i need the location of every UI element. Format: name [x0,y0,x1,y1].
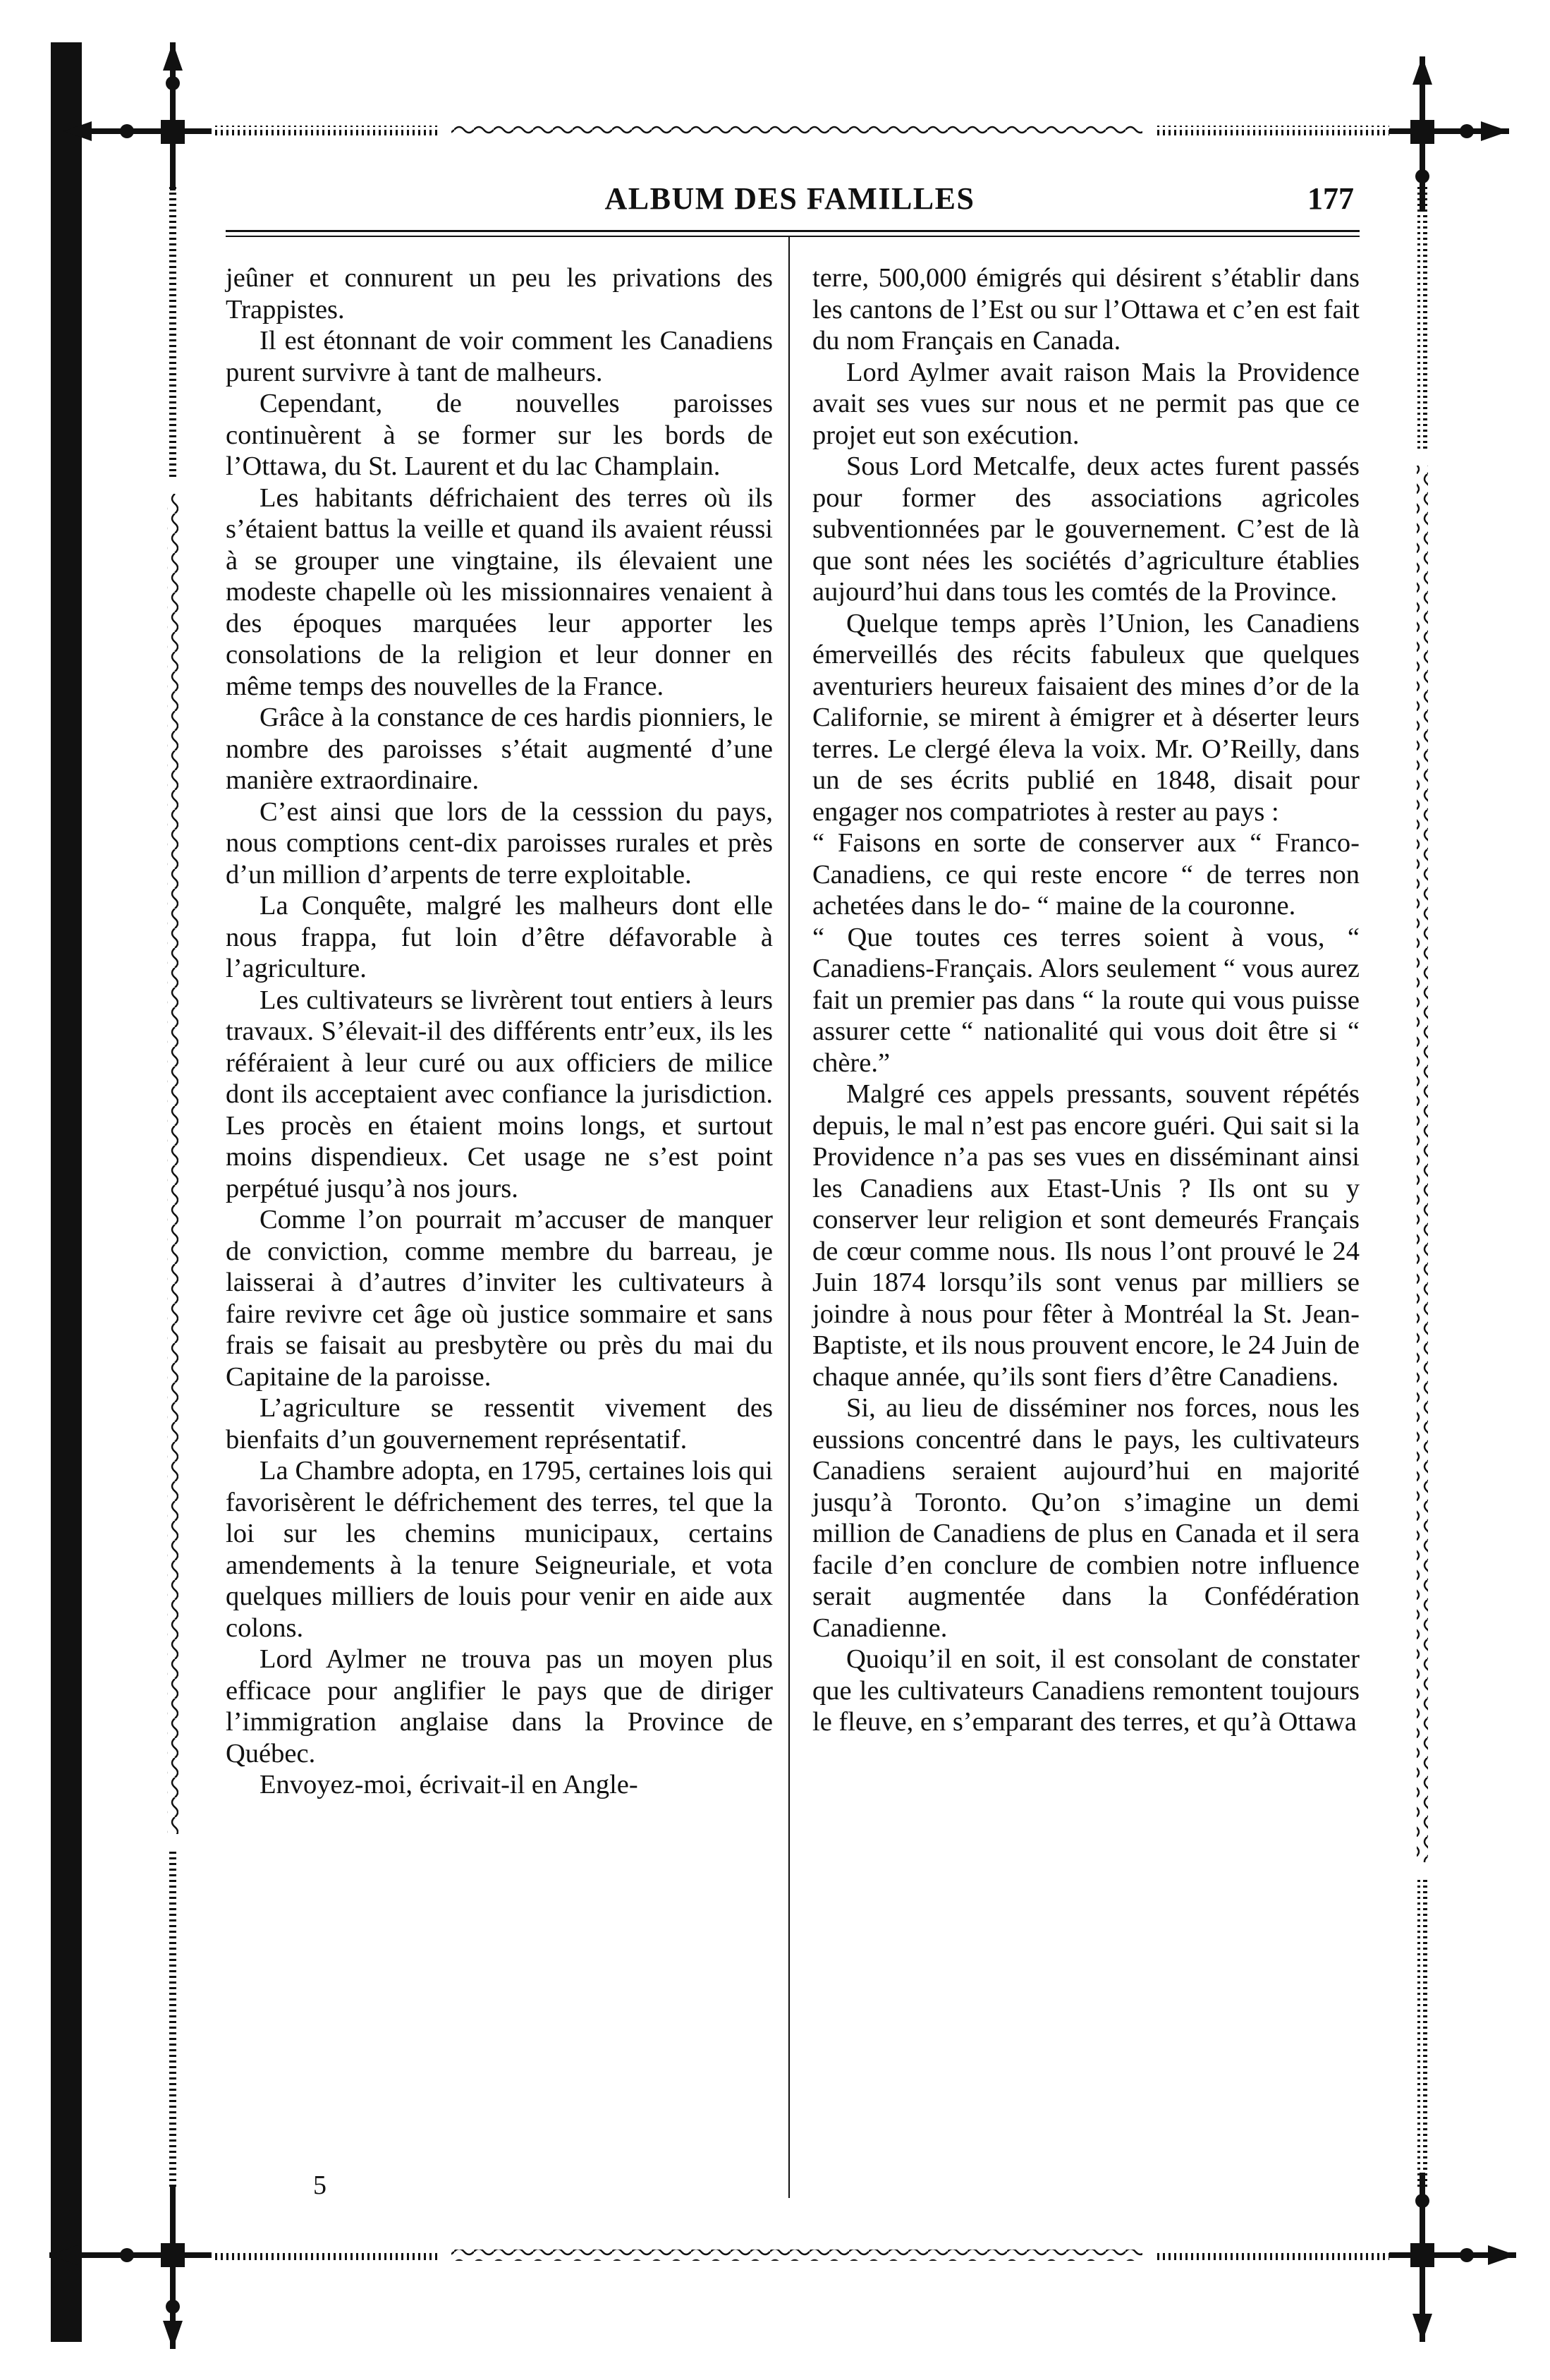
paragraph: Malgré ces appels pressants, souvent répétés depuis, le mal n’est pas encore guéri. Qui sait si la Providence n’a pas ses vues en disséminant ainsi les Canadiens aux Etast-Unis ? Ils ont su y conserver leur religion et sont demeurés Français de cœur comme nous. Ils nous l’ont prouvé le 24 Juin 1874 lorsqu’ils sont venus par milliers se joindre à nous pour fêter à Montréal la St. Jean-Baptiste, et ils nous prouvent encore, le 24 Juin de chaque année, qu’ils sont fiers d’être Canadiens. [812,1079,1360,1392]
left-border [167,183,178,2187]
paragraph: jeûner et connurent un peu les privations des Trappistes. [226,263,773,324]
corner-ornament-top-right [1389,56,1509,212]
right-column [812,262,1360,1738]
header-rule [226,230,1360,232]
left-column [226,262,773,1801]
paragraph: Quoiqu’il en soit, il est consolant de constater que les cultivateurs Canadiens remontent toujours le fleuve, en s’emparant des terres, et qu’à Ottawa [812,1644,1360,1737]
paragraph: Il est étonnant de voir comment les Canadiens purent survivre à tant de malheurs. [226,326,773,387]
quoted-paragraph: “ Faisons en sorte de conserver aux “ Franco-Canadiens, ce qui reste encore “ de terres non achetées dans le do- “ maine de la couronne. [812,828,1360,921]
right-border [1417,183,1428,2187]
paragraph: La Chambre adopta, en 1795, certaines lois qui favorisèrent le défrichement des terres, tel que la loi sur les chemins municipaux, certains amendements à la tenure Seigneuriale, et vota quelques milliers de louis pour venir en aide aux colons. [226,1456,773,1643]
paragraph: Lord Aylmer avait raison Mais la Providence avait ses vues sur nous et ne permit pas que ce projet eut son exécution. [812,357,1360,450]
paragraph: Si, au lieu de disséminer nos forces, nous les eussions concentré dans le pays, les cultivateurs Canadiens seraient aujourd’hui en majorité jusqu’à Toronto. Qu’on s’imagine un demi million de Canadiens de plus en Canada et il sera facile d’en conclure de combien notre influence serait augmentée dans la Confédération Canadienne. [812,1393,1360,1643]
paragraph: Quelque temps après l’Union, les Canadiens émerveillés des récits fabuleux que quelques aventuriers heureux faisaient des mines d’or de la Californie, se mirent à émigrer et à déserter leurs terres. Le clergé éleva la voix. Mr. O’Reilly, dans un de ses écrits publié en 1848, disait pour engager nos compatriotes à rester au pays : [812,608,1360,827]
signature-mark: 5 [313,2170,327,2200]
paragraph: Sous Lord Metcalfe, deux actes furent passés pour former des associations agricoles subventionnées par le gouvernement. C’est de là que sont nées les sociétés d’agriculture établies aujourd’hui dans tous les comtés de la Province. [812,451,1360,607]
paragraph: Cependant, de nouvelles paroisses continuèrent à se former sur les bords de l’Ottawa, du St. Laurent et du lac Champlain. [226,389,773,481]
quoted-paragraph: “ Que toutes ces terres soient à vous, “ Canadiens-Français. Alors seulement “ vous aurez fait un premier pas dans “ la route qui vous puisse assurer cette “ nationalité qui vous doit être si “ chère.” [812,922,1360,1078]
corner-ornament-bottom-right [1389,2173,1516,2342]
paragraph: Comme l’on pourrait m’accuser de manquer de conviction, comme membre du barreau, je laisserai à d’autres d’inviter les cultivateurs à faire revivre cet âge où justice sommaire et sans frais se faisait au presbytère ou près du mai du Capitaine de la paroisse. [226,1205,773,1392]
corner-ornament-bottom-left [49,2187,212,2349]
paragraph: Les cultivateurs se livrèrent tout entiers à leurs travaux. S’élevait-il des différents entr’eux, ils les référaient à leur curé ou aux officiers de milice dont ils acceptaient avec confiance la jurisdiction. Les procès en étaient moins longs, et surtout moins dispendieux. Cet usage ne s’est point perpétué jusqu’à nos jours. [226,985,773,1203]
top-border [212,125,1389,136]
corner-ornament-top-left [63,42,212,190]
page-header [226,181,1354,223]
paragraph: La Conquête, malgré les malheurs dont elle nous frappa, fut loin d’être défavorable à l’agriculture. [226,891,773,983]
running-title: ALBUM DES FAMILLES [604,181,975,216]
paragraph: C’est ainsi que lors de la cesssion du pays, nous comptions cent-dix paroisses rurales et près d’un million d’arpents de terre exploitable. [226,796,773,890]
column-divider [788,237,790,2198]
paragraph: L’agriculture se ressentit vivement des bienfaits d’un gouvernement représentatif. [226,1393,773,1455]
paragraph: Les habitants défrichaient des terres où ils s’étaient battus la veille et quand ils avaient réussi à se grouper une vingtaine, ils élevaient une modeste chapelle où les missionnaires venaient à des époques marquées leur apporter les consolations de la religion et leur donner en même temps des nouvelles de la France. [226,482,773,701]
header-rule-secondary [226,236,1360,237]
paragraph: Grâce à la constance de ces hardis pionniers, le nombre des paroisses s’était augmenté d’une manière extraordinaire. [226,703,773,795]
page-number: 177 [1307,181,1354,216]
paragraph: Lord Aylmer ne trouva pas un moyen plus efficace pour anglifier le pays que de diriger l’immigration anglaise dans la Province de Québec. [226,1644,773,1768]
bottom-border [212,2250,1389,2261]
paragraph: Envoyez-moi, écrivait-il en Angle- [260,1770,638,1799]
paragraph: terre, 500,000 émigrés qui désirent s’établir dans les cantons de l’Est ou sur l’Ottawa et c’en est fait du nom Français en Canada. [812,263,1360,356]
